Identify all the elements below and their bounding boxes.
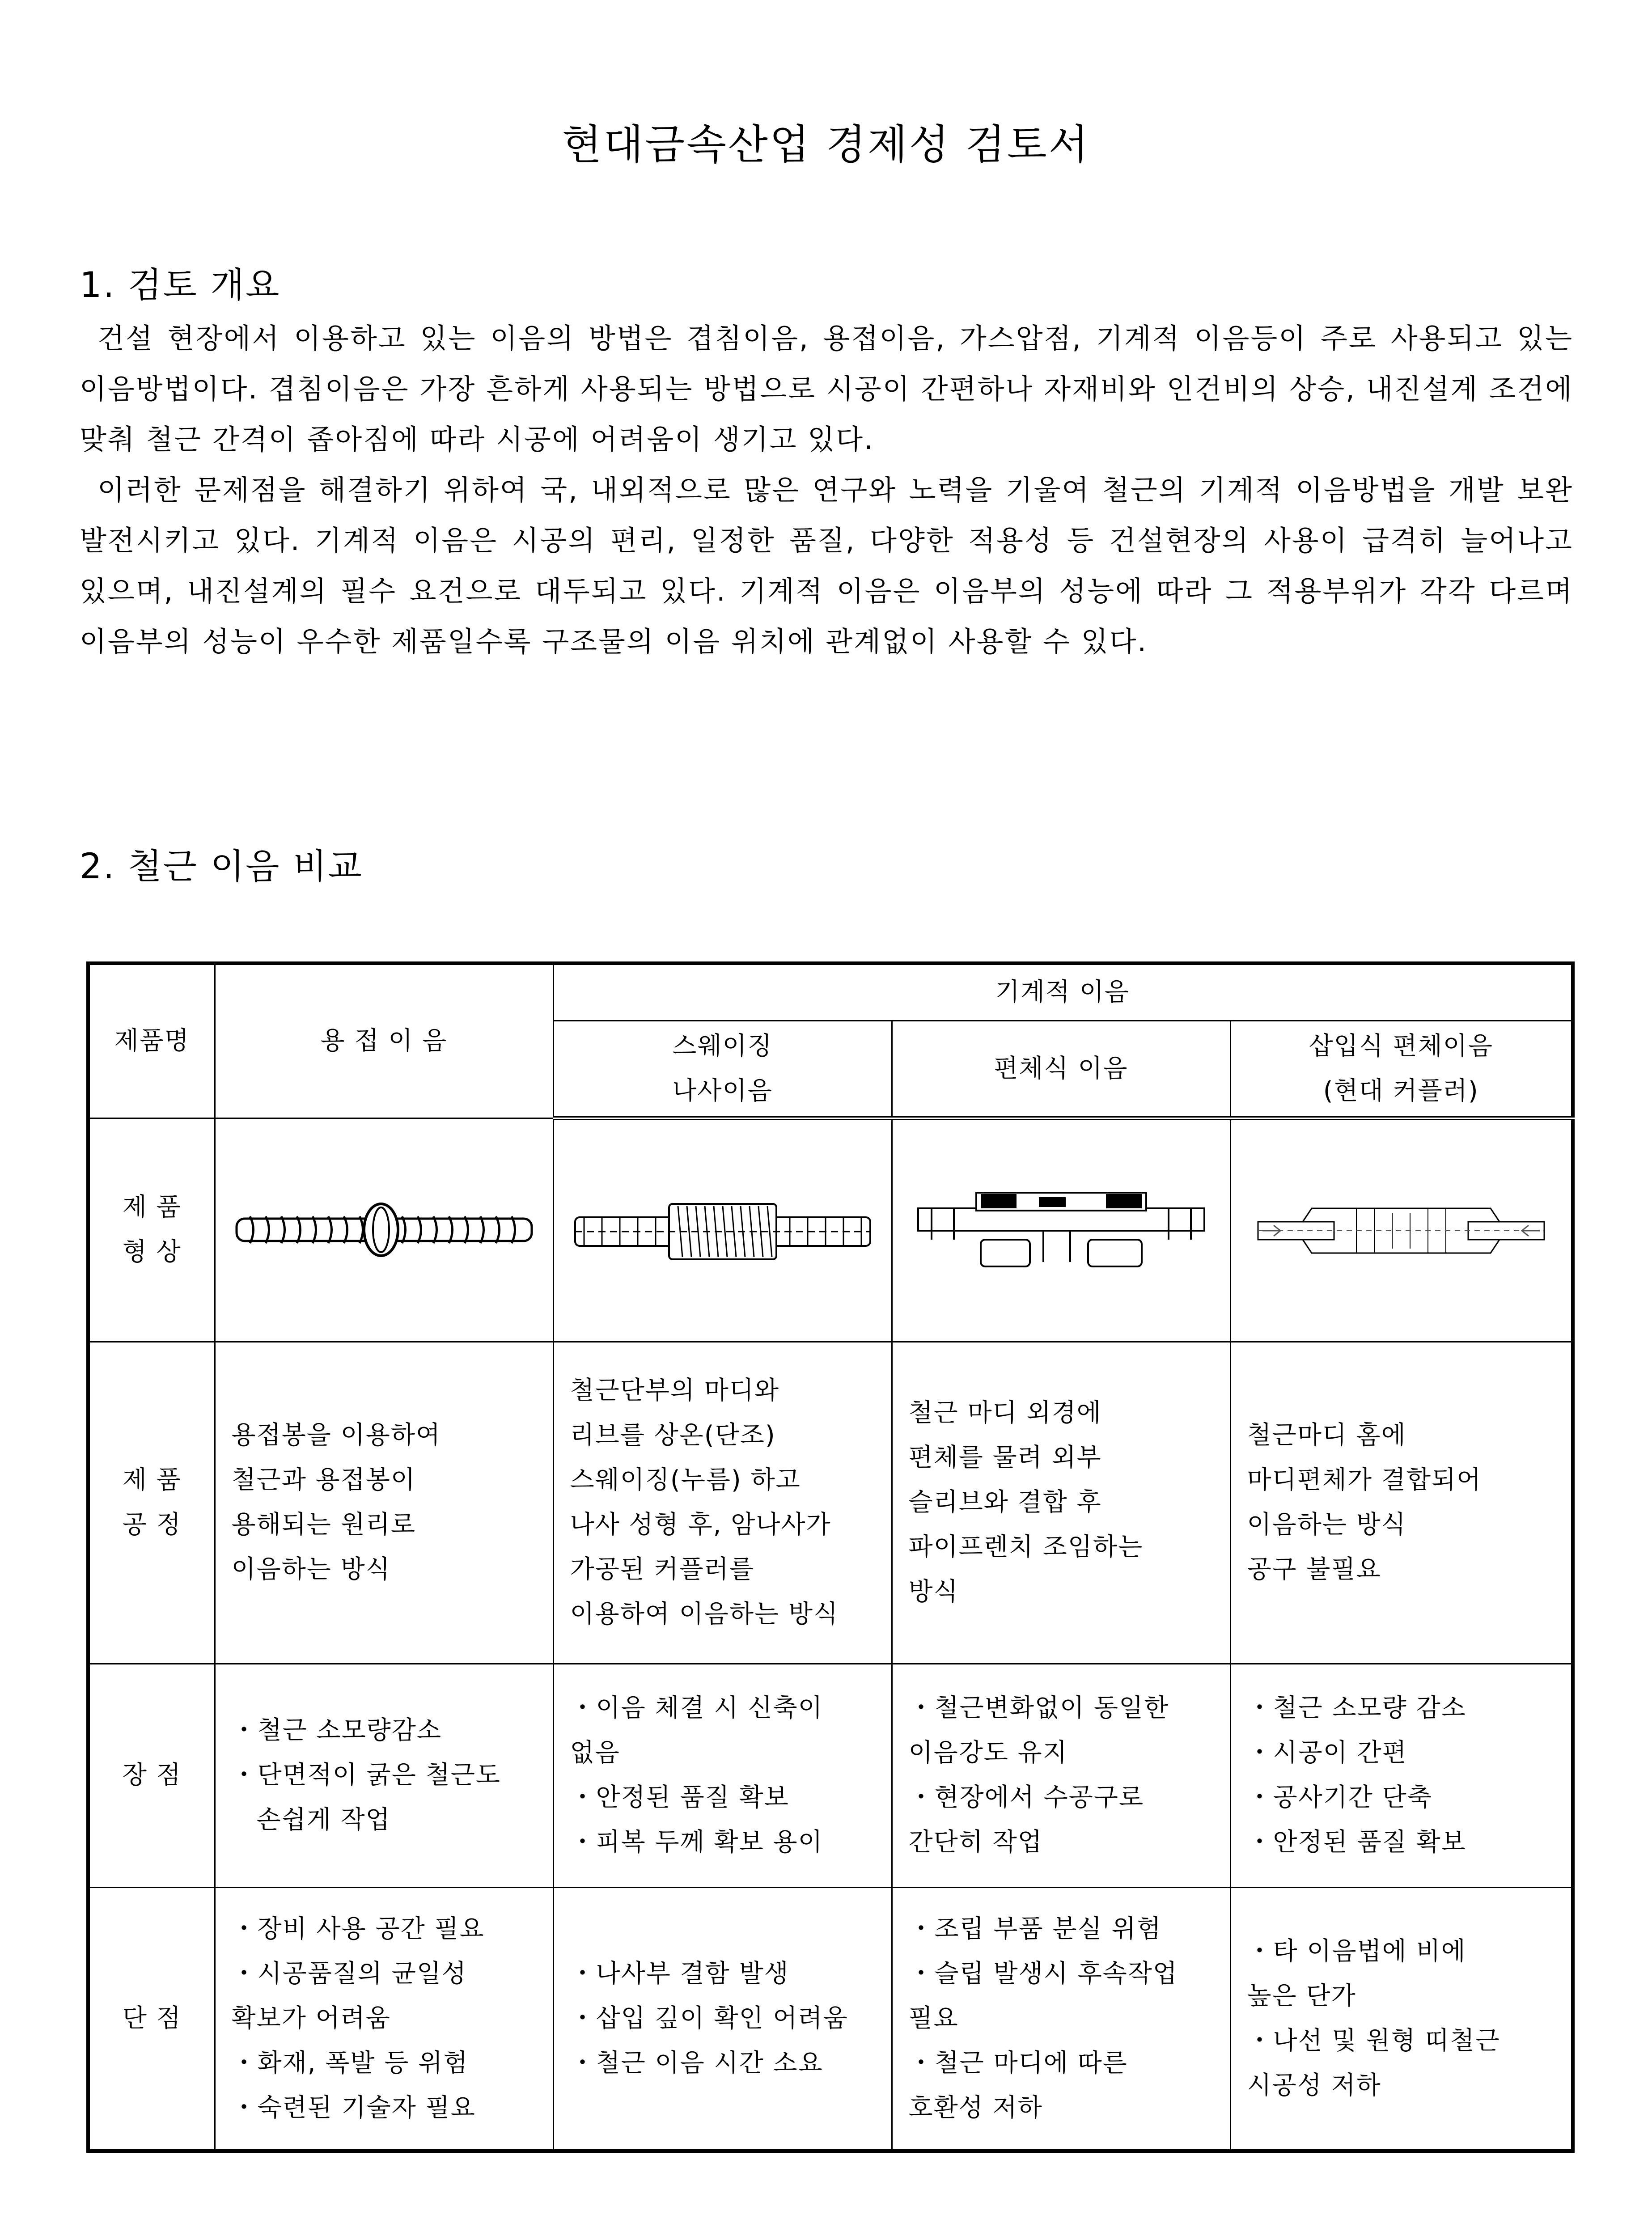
section2-heading: 2. 철근 이음 비교 xyxy=(80,847,363,887)
header-product-name: 제품명 xyxy=(88,963,215,1118)
disadvantages-wedge: ・조립 부품 분실 위험 ・슬립 발생시 후속작업 필요 ・철근 마디에 따른 호환성 저하 xyxy=(892,1887,1230,2151)
row-process xyxy=(88,1342,1573,1664)
process-wedge: 철근 마디 외경에 편체를 물려 외부 슬리브와 결합 후 파이프렌치 조임하는 방식 xyxy=(892,1342,1230,1664)
advantages-wedge: ・철근변화없이 동일한 이음강도 유지 ・현장에서 수공구로 간단히 작업 xyxy=(892,1664,1230,1887)
paragraph-2: 이러한 문제점을 해결하기 위하여 국, 내외적으로 많은 연구와 노력을 기울여 철근의 기계적 이음방법을 개발 보완 발전시키고 있다. 기계적 이음은 시공의 편리, 일정한 품질, 다양한 적용성 등 건설현장의 사용이 급격히 늘어나고 있으며, 내진설계의 필수 요건으로 대두되고 있다. 기계적 이음은 이음부의 성능에 따라 그 적용부위가 각각 다르며 이음부의 성능이 우수한 제품일수록 구조물의 이음 위치에 관계없이 사용할 수 있다. xyxy=(80,474,1573,658)
header-wedge: 편체식 이음 xyxy=(892,1021,1230,1118)
insert-coupler-icon xyxy=(1249,1186,1553,1275)
row-shape xyxy=(88,1118,1573,1342)
wedge-coupler-icon xyxy=(909,1177,1213,1284)
disadvantages-insert: ・타 이음법에 비에 높은 단가 ・나선 및 원형 띠철근 시공성 저하 xyxy=(1230,1887,1573,2151)
swaging-coupler-icon xyxy=(571,1182,875,1280)
process-insert: 철근마디 홈에 마디편체가 결합되어 이음하는 방식 공구 불필요 xyxy=(1230,1342,1573,1664)
row-process-label: 제 품 공 정 xyxy=(88,1342,215,1664)
header-insert: 삽입식 편체이음 (현대 커플러) xyxy=(1230,1021,1573,1118)
wedge-splice-image xyxy=(892,1118,1230,1342)
comparison-table xyxy=(86,961,1575,2153)
welded-rebar-icon xyxy=(232,1194,536,1266)
swaging-splice-image xyxy=(553,1118,892,1342)
document-title: 현대금속산업 경제성 검토서 xyxy=(562,121,1090,169)
disadvantages-swaging: ・나사부 결함 발생 ・삽입 깊이 확인 어려움 ・철근 이음 시간 소요 xyxy=(553,1887,892,2151)
row-disadvantages xyxy=(88,1887,1573,2151)
row-advantages-label: 장 점 xyxy=(88,1664,215,1887)
header-row-1 xyxy=(88,963,1573,1021)
row-advantages xyxy=(88,1664,1573,1887)
process-swaging: 철근단부의 마디와 리브를 상온(단조) 스웨이징(누름) 하고 나사 성형 후, 암나사가 가공된 커플러를 이용하여 이음하는 방식 xyxy=(553,1342,892,1664)
row-shape-label: 제 품 형 상 xyxy=(88,1118,215,1342)
insert-splice-image xyxy=(1230,1118,1573,1342)
header-mechanical: 기계적 이음 xyxy=(553,963,1573,1021)
disadvantages-welding: ・장비 사용 공간 필요 ・시공품질의 균일성 확보가 어려움 ・화재, 폭발 등 위험 ・숙련된 기술자 필요 xyxy=(215,1887,553,2151)
advantages-insert: ・철근 소모량 감소 ・시공이 간편 ・공사기간 단축 ・안정된 품질 확보 xyxy=(1230,1664,1573,1887)
header-swaging: 스웨이징 나사이음 xyxy=(553,1021,892,1118)
process-welding: 용접봉을 이용하여 철근과 용접봉이 용해되는 원리로 이음하는 방식 xyxy=(215,1342,553,1664)
section1-body xyxy=(80,313,1573,667)
header-welding: 용 접 이 음 xyxy=(215,963,553,1118)
welding-splice-image xyxy=(215,1118,553,1342)
advantages-swaging: ・이음 체결 시 신축이 없음 ・안정된 품질 확보 ・피복 두께 확보 용이 xyxy=(553,1664,892,1887)
advantages-welding: ・철근 소모량감소 ・단면적이 굵은 철근도 손쉽게 작업 xyxy=(215,1664,553,1887)
row-disadvantages-label: 단 점 xyxy=(88,1887,215,2151)
section1-heading: 1. 검토 개요 xyxy=(80,265,281,305)
paragraph-1: 건설 현장에서 이용하고 있는 이음의 방법은 겹침이음, 용접이음, 가스압점, 기계적 이음등이 주로 사용되고 있는 이음방법이다. 겹침이음은 가장 흔하게 사용되는 방법으로 시공이 간편하나 자재비와 인건비의 상승, 내진설계 조건에 맞춰 철근 간격이 좁아짐에 따라 시공에 어려움이 생기고 있다. xyxy=(80,322,1573,456)
